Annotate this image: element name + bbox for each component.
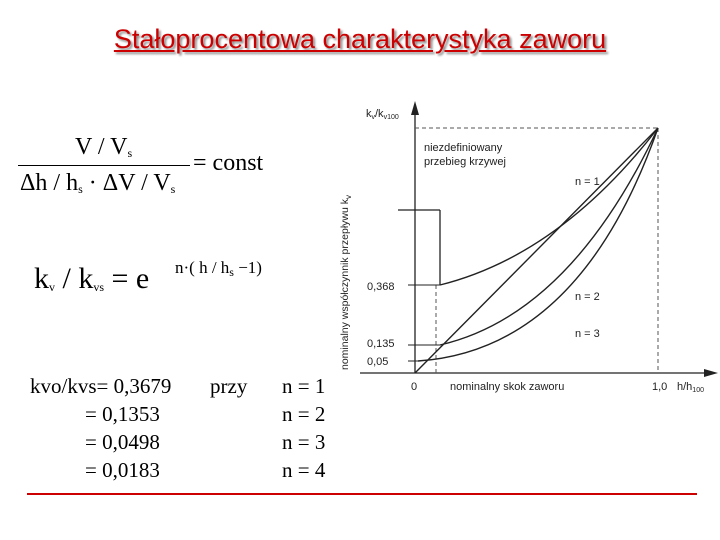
label-n2: n = 2: [575, 291, 600, 303]
n-label: n = 1: [282, 374, 326, 398]
x-unit: h/h100: [677, 381, 704, 394]
value-row: [85, 456, 405, 484]
x-axis-arrow: [704, 369, 718, 377]
box-line2: przebieg krzywej: [424, 156, 506, 168]
n-label: n = 3: [282, 430, 326, 454]
tick-0368: 0,368: [367, 281, 395, 293]
page-title: Stałoprocentowa charakterystyka zaworu: [113, 24, 607, 54]
value-label: = 0,1353: [85, 402, 160, 426]
y-top-label: kv/kv100: [366, 108, 399, 121]
y-axis-arrow: [411, 101, 419, 115]
x-zero: 0: [411, 381, 418, 393]
formula1-rhs: = const: [193, 150, 264, 176]
formula2-exponent: n·( $h / h_s -1$): [175, 258, 262, 279]
tick-005: 0,05: [367, 356, 389, 368]
przy-label: przy: [210, 374, 248, 398]
n-label: n = 4: [282, 458, 326, 482]
formula1-fraction-bar: [18, 165, 190, 166]
tick-0135: 0,135: [367, 338, 395, 350]
label-n1: n = 1: [575, 176, 600, 188]
bottom-rule: [27, 493, 697, 495]
x-one: 1,0: [652, 381, 668, 393]
box-line1: niezdefiniowany: [424, 142, 503, 154]
formula1-numerator: V / $V_s$: [75, 134, 133, 160]
value-label: kvo/kvs= 0,3679: [30, 374, 172, 398]
label-n3: n = 3: [575, 328, 600, 340]
formula1-denominator: $\Delta h / h_s \cdot \Delta V / V_s$: [20, 170, 176, 196]
x-axis-label: nominalny skok zaworu: [450, 381, 565, 393]
n-label: n = 2: [282, 402, 326, 426]
value-row: [85, 428, 405, 456]
valve-characteristic-figure: [300, 85, 720, 405]
formula2: $k_v / k_{vs} = e$: [34, 262, 150, 295]
value-label: = 0,0498: [85, 430, 160, 454]
y-axis-label: nominalny współczynnik przepływu $k_v$: [339, 195, 353, 370]
value-label: = 0,0183: [85, 458, 160, 482]
